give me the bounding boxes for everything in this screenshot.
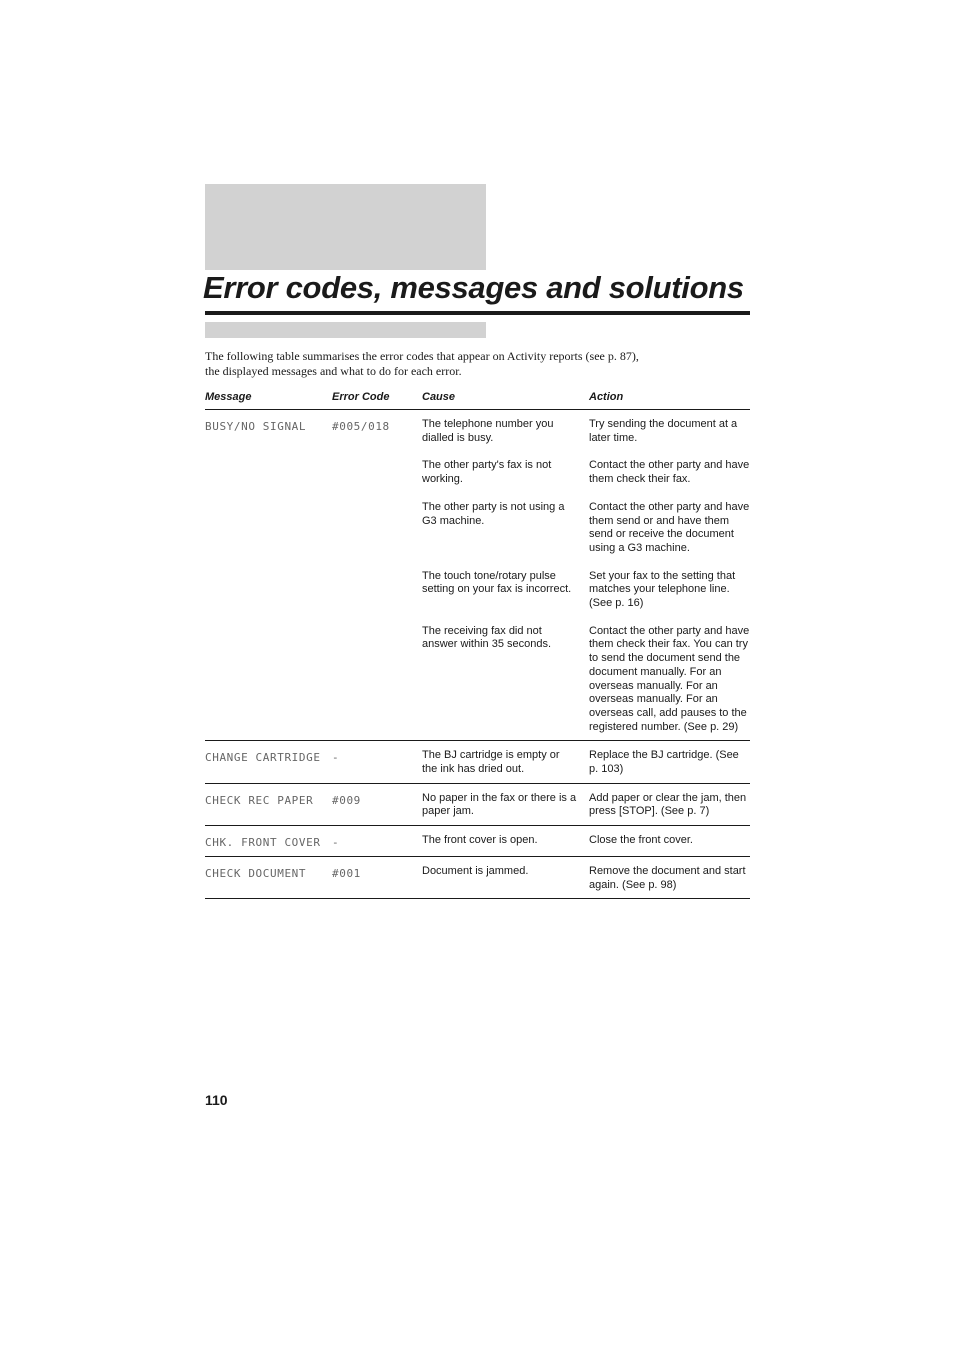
cause-action-pair — [422, 834, 750, 848]
action-text: Replace the BJ cartridge. (See p. 103) — [589, 749, 739, 776]
table-row — [205, 741, 750, 783]
cause-action-cell — [422, 741, 750, 783]
table-header-row — [205, 388, 750, 410]
table-row — [205, 783, 750, 825]
error-message: CHECK DOCUMENT — [205, 856, 332, 898]
cause-text: No paper in the fax or there is a paper jam. — [422, 791, 577, 818]
cause-action-cell — [422, 410, 750, 741]
action-text: Contact the other party and have them check their fax. — [589, 459, 750, 486]
action-text: Contact the other party and have them check their fax. You can try to send the document send the document manually. For an overseas manually. For an overseas manually. For an overseas call, add pauses to the registered number. (See p. 29) — [589, 624, 750, 733]
error-code: #001 — [332, 856, 422, 898]
action-text: Try sending the document at a later time. — [589, 418, 738, 444]
error-code: - — [332, 826, 422, 857]
cause-action-cell — [422, 826, 750, 857]
cause-action-cell — [422, 856, 750, 898]
cause-text: The other party's fax is not working. — [422, 459, 552, 486]
error-code: - — [332, 741, 422, 783]
cause-action-pair — [422, 865, 750, 892]
cause-action-pair — [422, 792, 750, 819]
error-code: #005/018 — [332, 410, 422, 741]
cause-action-pair — [422, 749, 750, 776]
cause-action-pair — [422, 501, 750, 556]
table-row — [205, 856, 750, 898]
action-text: Close the front cover. — [589, 834, 693, 847]
cause-text: The other party is not using a G3 machine. — [422, 500, 565, 527]
header-band-bottom — [205, 322, 486, 338]
table-row — [205, 410, 750, 741]
header-action: Action — [589, 388, 750, 410]
title-underline — [205, 311, 750, 315]
error-message: BUSY/NO SIGNAL — [205, 410, 332, 741]
error-message: CHK. FRONT COVER — [205, 826, 332, 857]
action-text: Set your fax to the setting that matches your telephone line. (See p. 16) — [589, 569, 736, 610]
header-message: Message — [205, 388, 332, 410]
cause-text: The front cover is open. — [422, 834, 538, 847]
cause-action-pair — [422, 459, 750, 486]
cause-text: The BJ cartridge is empty or the ink has dried out. — [422, 749, 560, 776]
header-error-code: Error Code — [332, 388, 422, 410]
cause-action-pair — [422, 418, 750, 445]
page-title: Error codes, messages and solutions — [203, 270, 744, 305]
error-message: CHECK REC PAPER — [205, 783, 332, 825]
action-text: Remove the document and start again. (See p. 98) — [589, 864, 746, 891]
error-message: CHANGE CARTRIDGE — [205, 741, 332, 783]
header-band-top — [205, 184, 486, 270]
header-cause: Cause — [422, 388, 589, 410]
action-text: Contact the other party and have them send or and have them send or receive the document using a G3 machine. — [589, 500, 750, 554]
cause-action-pair — [422, 625, 750, 735]
error-codes-table — [205, 388, 750, 899]
cause-text: The receiving fax did not answer within 35 seconds. — [422, 624, 552, 651]
cause-action-cell — [422, 783, 750, 825]
cause-text: The telephone number you dialled is busy. — [422, 418, 554, 444]
cause-action-pair — [422, 570, 750, 611]
table-row — [205, 826, 750, 857]
error-code: #009 — [332, 783, 422, 825]
cause-text: The touch tone/rotary pulse setting on your fax is incorrect. — [422, 569, 572, 596]
intro-paragraph: The following table summarises the error codes that appear on Activity reports (see p. 87), the displayed messages and what to do for each error. — [205, 349, 639, 378]
cause-text: Document is jammed. — [422, 864, 529, 877]
action-text: Add paper or clear the jam, then press [STOP]. (See p. 7) — [589, 791, 747, 818]
page-number: 110 — [205, 1092, 228, 1108]
